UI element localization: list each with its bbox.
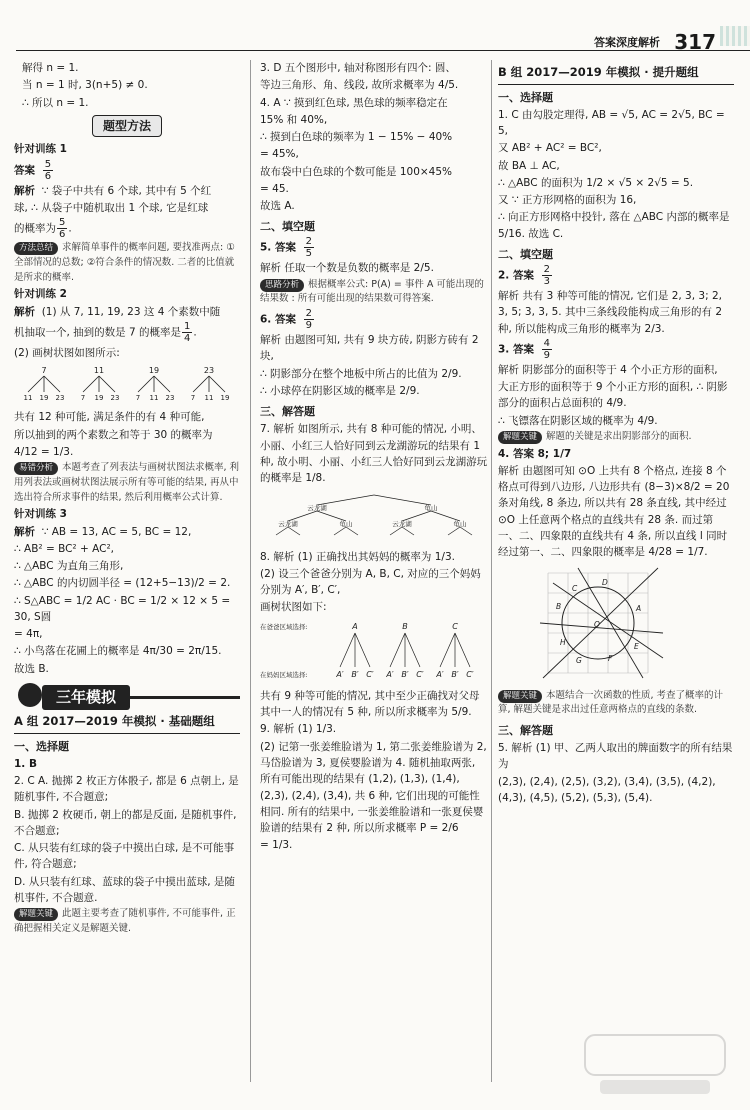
fraction	[57, 217, 67, 240]
mascot-icon	[18, 683, 42, 707]
text-line: 的概率为 $\frac{5}{6}$ .	[14, 217, 72, 241]
text-line: 2. C A. 抛掷 2 枚正方体骰子, 都是 6 点朝上, 是随机事件, 不合题意;	[14, 775, 239, 804]
tree-leaf: 11	[204, 394, 214, 403]
text-line: 8. 解析 (1) 正确找出其妈妈的概率为 1/3.	[260, 550, 455, 563]
text-line: 等边三角形、角、线段, 故所求概率为 4/5.	[260, 79, 459, 92]
text-line: D. 从只装有红球、蓝球的袋子中摸出蓝球, 是随机事件, 不合题意.	[14, 875, 235, 904]
tree-leaf: C′	[416, 669, 424, 679]
tree-level-label: 在爸爸区域选择:	[260, 622, 308, 631]
tip-badge: 思路分析	[260, 279, 304, 292]
fraction	[542, 338, 552, 361]
text-line: 4/12 = 1/3.	[14, 445, 74, 458]
column-divider	[491, 60, 492, 1082]
tree-root: 19	[148, 366, 160, 376]
denominator: 6	[44, 170, 52, 182]
answer-line: 4. 答案 8; 1/7	[498, 447, 572, 460]
text-line: 所以抽到的两个素数之和等于 30 的概率为	[14, 428, 213, 441]
text-line: 解析 共有 3 种等可能的情况, 它们是 2, 3, 3; 2, 3, 5; 3, 3, 5. 其中三条线段能构成三角形的有 2 种, 所以能构成三角形的概率为 2/3.	[498, 290, 722, 335]
answer-label: 5. 答案	[260, 241, 296, 254]
text-line: 共有 9 种等可能的情况, 其中至少正确找对父母其中一人的情况有 5 种, 所以所求概率为 5/9.	[260, 689, 480, 719]
tip-box	[260, 278, 488, 307]
column-right	[498, 60, 734, 807]
text-line: 解析 阴影部分的面积等于 4 个小正方形的面积,	[498, 363, 718, 376]
numerator: 5	[44, 158, 52, 170]
section-heading: 一、选择题	[498, 90, 553, 104]
text-line: 大正方形的面积等于 9 个小正方形的面积, ∴ 阴影部分的面积占总面积的 4/9.	[498, 381, 728, 410]
tree-leaf: 23	[55, 394, 65, 403]
tree-diagram	[260, 619, 488, 681]
text-line: ∴ 飞镖落在阴影区域的概率为 4/9.	[498, 414, 658, 427]
tree-leaf: B′	[401, 669, 409, 679]
tree-leaf: C′	[366, 669, 374, 679]
tip-box	[14, 461, 240, 505]
tip-badge: 解题关键	[14, 908, 58, 921]
geometry-figure	[538, 563, 668, 681]
group-heading: B 组 2017—2019 年模拟 · 提升题组	[498, 64, 734, 85]
text-line: 解析 任取一个数是负数的概率是 2/5.	[260, 262, 434, 275]
text-line: = 4π,	[14, 628, 43, 641]
fraction	[43, 159, 53, 182]
tree-node: C	[452, 621, 458, 631]
text-line: = 45.	[260, 182, 289, 195]
text-line: 3. D 五个图形中, 轴对称图形有四个: 圆、	[260, 62, 456, 74]
answer-line	[260, 236, 488, 259]
text-line: 当 n = 1 时, 3(n+5) ≠ 0.	[22, 79, 148, 92]
section-heading: 三、解答题	[260, 405, 315, 419]
tree-leaf: 11	[149, 394, 159, 403]
section-banner-label: 三年模拟	[42, 685, 130, 710]
denominator: 5	[305, 248, 313, 260]
tree-leaf: 7	[135, 394, 141, 403]
text-line: (2) 记第一张姜维脸谱为 1, 第二张姜维脸谱为 2, 马岱脸谱为 3, 夏侯婴脸谱为 4. 随机抽取两张, 所有可能出现的结果有 (1,2), (1,3), (1,4), (2,3), (2,4), (3,4), 共 6 种, 它们出现的可能性相同. 所有的结果中, 一张姜维脸谱和一张夏侯婴脸谱的结果有 2 种, 所以所求概率 P = 2/6	[260, 740, 487, 835]
tree-leaf: 19	[94, 394, 104, 403]
method-banner	[14, 115, 240, 138]
text-line: ∴ △ABC 的内切圆半径 = (12+5−13)/2 = 2.	[14, 577, 231, 590]
column-divider	[250, 60, 251, 1082]
text-line: 15% 和 40%,	[260, 113, 328, 126]
tree-leaf: B′	[451, 669, 459, 679]
tree-leaf: 11	[23, 394, 33, 403]
tree-root: 7	[41, 366, 47, 376]
text-line: ∵ AB = 13, AC = 5, BC = 12,	[41, 525, 192, 538]
header-rule	[16, 50, 750, 51]
text-line: ∴ 所以 n = 1.	[22, 96, 89, 109]
text-line: 4. A ∵ 摸到红色球, 黑色球的频率稳定在	[260, 96, 448, 109]
numerator: 4	[543, 337, 551, 349]
tree-node: 云龙湖	[278, 520, 298, 529]
answer-line	[14, 159, 240, 182]
column-left	[14, 60, 240, 938]
text-line: (2) 画树状图如图所示:	[14, 346, 120, 359]
denominator: 3	[543, 276, 551, 288]
text-line: ∴ △ABC 为直角三角形,	[14, 560, 124, 573]
text-line: = 45%,	[260, 148, 299, 161]
analysis-label: 解析	[14, 525, 35, 538]
text-line: 解得 n = 1.	[22, 62, 79, 74]
answer-label: 6. 答案	[260, 313, 296, 326]
point-label: G	[576, 656, 582, 666]
text-line: C. 从只装有红球的袋子中摸出白球, 是不可能事件, 符合题意;	[14, 842, 235, 871]
watermark-logo	[580, 1030, 730, 1100]
analysis-label: 解析	[14, 305, 35, 318]
section-heading: 二、填空题	[498, 247, 553, 261]
tree-root: 23	[203, 366, 215, 376]
text-line: 1. B	[14, 757, 37, 770]
tree-node: 龟山	[339, 520, 353, 529]
point-label: D	[602, 578, 608, 588]
text-line: 7. 解析 如图所示, 共有 8 种可能的情况, 小明、小丽、小红三人恰好同到云龙湖游玩的结果有 1 种, 故小明、小丽、小红三人恰好同到云龙湖游玩的概率是 1/8.	[260, 423, 488, 485]
denominator: 9	[543, 349, 551, 361]
text-line: 9. 解析 (1) 1/3.	[260, 723, 337, 736]
header-title: 答案深度解析	[594, 36, 660, 49]
text-line: 1. C 由勾股定理得, AB = √5, AC = 2√5, BC = 5,	[498, 108, 725, 138]
tree-diagram	[14, 364, 240, 402]
page-header	[0, 0, 750, 54]
tree-leaf: A′	[386, 669, 394, 679]
numerator: 2	[543, 264, 551, 276]
text-line: 画树状图如下:	[260, 601, 327, 614]
group-heading: A 组 2017—2019 年模拟 · 基础题组	[14, 713, 240, 734]
text-line: ∴ 小鸟落在花圃上的概率是 4π/30 = 2π/15.	[14, 645, 222, 658]
answer-label: 3. 答案	[498, 343, 534, 356]
tip-badge: 解题关键	[498, 431, 542, 444]
point-label: C	[572, 584, 578, 594]
numerator: 5	[59, 217, 66, 229]
point-label: E	[634, 642, 639, 652]
answer-label: 答案	[14, 164, 35, 177]
text-line: ∴ S△ABC = 1/2 AC · BC = 1/2 × 12 × 5 = 30, S圆	[14, 594, 231, 623]
exercise-title: 针对训练 2	[14, 288, 67, 301]
tree-leaf: B′	[351, 669, 359, 679]
tree-leaf: C′	[466, 669, 474, 679]
point-label: O	[594, 620, 600, 630]
point-label: F	[608, 654, 613, 664]
tip-badge: 解题关键	[498, 690, 542, 703]
text-line: ∵ 袋子中共有 6 个球, 其中有 5 个红	[41, 184, 212, 197]
tree-leaf: 19	[39, 394, 49, 403]
point-label: A	[636, 604, 642, 614]
section-heading: 一、选择题	[14, 739, 69, 753]
text-line: 故选 B.	[14, 662, 49, 675]
text-line: = 1/3.	[260, 839, 293, 852]
tree-leaf: 19	[220, 394, 230, 403]
section-heading: 二、填空题	[260, 220, 315, 234]
fraction	[182, 321, 192, 344]
analysis-line	[14, 524, 240, 540]
text-line: ∴ 阴影部分在整个地板中所占的比值为 2/9.	[260, 367, 462, 380]
tree-leaf: 23	[110, 394, 120, 403]
text-line: 又 AB² + AC² = BC²,	[498, 142, 602, 155]
tree-leaf: A′	[336, 669, 344, 679]
tip-text: 求解简单事件的概率问题, 要找准两点: ①全部情况的总数; ②符合条件的情况数. 二者的比值就是所求的概率.	[14, 242, 235, 283]
tip-text: 解题的关键是求出阴影部分的面积.	[546, 430, 692, 442]
text-line: ∴ △ABC 的面积为 1/2 × √5 × 2√5 = 5.	[498, 176, 694, 189]
page-number: 317	[674, 30, 716, 54]
point-label: H	[560, 638, 566, 648]
text-line: 共有 12 种可能, 满足条件的有 4 种可能,	[14, 411, 205, 424]
tip-badge: 方法总结	[14, 242, 58, 255]
tip-box	[498, 689, 734, 718]
tree-node: 龟山	[453, 520, 467, 529]
text-span: 的概率为	[14, 222, 56, 235]
denominator: 4	[184, 332, 191, 344]
tree-node: 云龙湖	[307, 504, 327, 513]
text-line: ∴ 小球停在阴影区域的概率是 2/9.	[260, 384, 420, 397]
fraction	[304, 236, 314, 259]
tree-node: 龟山	[424, 504, 438, 513]
tree-root: 11	[93, 366, 105, 376]
numerator: 2	[305, 236, 313, 248]
tip-text: 根据概率公式: P(A) = 事件 A 可能出现的结果数 : 所有可能出现的结果数可得答案.	[260, 278, 484, 305]
tree-leaf: 23	[165, 394, 175, 403]
text-line: ∴ AB² = BC² + AC²,	[14, 542, 114, 555]
text-line: (2) 设三个爸爸分别为 A, B, C, 对应的三个妈妈分别为 A′, B′, C′,	[260, 567, 481, 597]
text-line: (2,3), (2,4), (2,5), (3,2), (3,4), (3,5), (4,2), (4,3), (4,5), (5,2), (5,3), (5,4).	[498, 775, 716, 805]
answer-line	[498, 264, 734, 287]
tip-badge: 易错分析	[14, 462, 58, 475]
analysis-line	[14, 183, 240, 199]
point-label: B	[556, 602, 562, 612]
tree-leaf: 7	[80, 394, 86, 403]
denominator: 9	[305, 320, 313, 332]
answer-line	[498, 338, 734, 361]
denominator: 6	[59, 229, 66, 241]
text-line: 球, ∴ 从袋子中随机取出 1 个球, 它是红球	[14, 201, 209, 214]
method-label: 题型方法	[92, 115, 162, 138]
text-line: B. 抛掷 2 枚硬币, 朝上的都是反面, 是随机事件, 不合题意;	[14, 808, 237, 837]
text-line: 解析 由题图可知 ⊙O 上共有 8 个格点, 连接 8 个格点可得到八边形, 八边形共有 (8−3)×8/2 = 20 条对角线, 8 条边, 所以共有 28 条直线, 其中经过 ⊙O 上任意两个格点的直线共有 28 条. 而过第一、二、四象限的直线共有 4 条, 所以直线 l 同时经过第一、二、四象限的概率是 4/28 = 1/7.	[498, 464, 730, 559]
section-heading: 三、解答题	[498, 724, 553, 738]
text-line: 故选 A.	[260, 200, 295, 213]
text-line: ∴ 摸到白色球的频率为 1 − 15% − 40%	[260, 131, 453, 144]
tree-node: A	[352, 621, 358, 631]
text-line: 故布袋中白色球的个数可能是 100×45%	[260, 165, 453, 178]
tip-box	[498, 430, 734, 445]
tip-box	[14, 907, 240, 936]
tree-leaf: 7	[190, 394, 196, 403]
fraction	[542, 264, 552, 287]
answer-line	[260, 308, 488, 331]
text-line: 解析 由题图可知, 共有 9 块方砖, 阴影方砖有 2 块,	[260, 334, 479, 363]
tree-diagram	[260, 489, 488, 541]
numerator: 1	[184, 320, 191, 332]
analysis-label: 解析	[14, 184, 35, 197]
tip-text: 本题结合一次函数的性质, 考查了概率的计算, 解题关键是求出过任意两格点的直线的条数.	[498, 689, 724, 716]
tree-node: 云龙湖	[392, 520, 412, 529]
tree-leaf: A′	[436, 669, 444, 679]
tree-node: B	[402, 621, 408, 631]
banner-rule	[124, 696, 240, 699]
text-span: 机抽取一个, 抽到的数是 7 的概率是	[14, 326, 182, 339]
text-line: 5. 解析 (1) 甲、乙两人取出的牌面数字的所有结果为	[498, 742, 733, 771]
tip-text: 本题考查了列表法与画树状图法求概率, 利用列表法或画树状图法展示所有等可能的结果, 再从中选出符合所求事件的结果, 然后利用概率公式计算.	[14, 462, 240, 503]
page-tab	[720, 26, 750, 46]
text-line: 又 ∵ 正方形网格的面积为 16,	[498, 194, 637, 207]
tip-box	[14, 241, 240, 285]
exercise-title: 针对训练 3	[14, 508, 67, 521]
section-banner	[14, 683, 240, 709]
tree-level-label: 在妈妈区域选择:	[260, 670, 308, 679]
text-line: 机抽取一个, 抽到的数是 7 的概率是 $\frac{1}{4}$ .	[14, 320, 197, 344]
tip-text: 此题主要考查了随机事件, 不可能事件, 正确把握相关定义是解题关键.	[14, 908, 236, 934]
answer-label: 2. 答案	[498, 269, 534, 282]
exercise-title: 针对训练 1	[14, 143, 67, 156]
text-line: (1) 从 7, 11, 19, 23 这 4 个素数中随	[41, 305, 221, 318]
text-line: ∴ 向正方形网格中投针, 落在 △ABC 内部的概率是 5/16. 故选 C.	[498, 211, 730, 240]
numerator: 2	[305, 308, 313, 320]
fraction	[304, 308, 314, 331]
text-line: 故 BA ⊥ AC,	[498, 159, 560, 172]
analysis-line	[14, 304, 240, 320]
column-middle	[260, 60, 488, 855]
